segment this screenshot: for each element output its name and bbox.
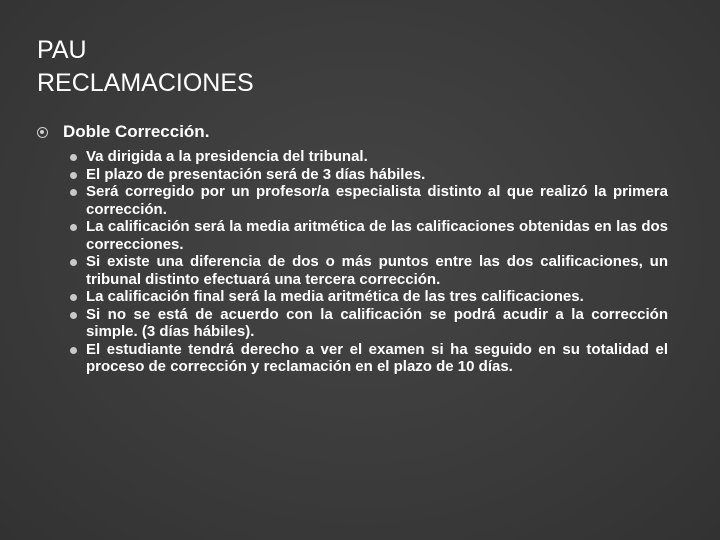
list-item-text: El estudiante tendrá derecho a ver el examen si ha seguido en su totalidad el proceso de corrección y reclamación en el plazo de 10 días. [86, 340, 668, 375]
list-item-text: Si existe una diferencia de dos o más puntos entre las dos calificaciones, un tribunal distinto efectuará una tercera corrección. [86, 253, 668, 288]
bullet-dot-icon [70, 172, 77, 179]
list-item-text: Si no se está de acuerdo con la calificación se podrá acudir a la corrección simple. (3 días hábiles). [86, 305, 668, 340]
circle-bullet-icon [37, 127, 48, 138]
list-item-text: La calificación será la media aritmética de las calificaciones obtenidas en las dos correcciones. [86, 218, 668, 253]
heading-text: Doble Corrección. [63, 122, 210, 141]
list-item [70, 306, 668, 341]
bullet-dot-icon [70, 154, 77, 161]
bullet-dot-icon [70, 259, 77, 266]
list-item [70, 166, 668, 184]
list-item [70, 183, 668, 218]
list-item [70, 218, 668, 253]
bullet-dot-icon [70, 312, 77, 319]
slide-title [37, 34, 254, 100]
bullet-dot-icon [70, 224, 77, 231]
list-item-text: Va dirigida a la presidencia del tribunal. [86, 148, 368, 165]
bullet-list [70, 148, 668, 376]
list-item [70, 288, 668, 306]
bullet-dot-icon [70, 294, 77, 301]
bullet-heading [37, 122, 677, 142]
list-item-text: La calificación final será la media aritmética de las tres calificaciones. [86, 288, 584, 305]
title-line-1: PAU [37, 36, 87, 64]
list-item [70, 148, 668, 166]
bullet-dot-icon [70, 189, 77, 196]
list-item [70, 341, 668, 376]
list-item-text: Será corregido por un profesor/a especialista distinto al que realizó la primera corrección. [86, 183, 668, 218]
title-line-2: RECLAMACIONES [37, 69, 254, 97]
list-item-text: El plazo de presentación será de 3 días hábiles. [86, 165, 426, 183]
bullet-dot-icon [70, 347, 77, 354]
list-item [70, 253, 668, 288]
